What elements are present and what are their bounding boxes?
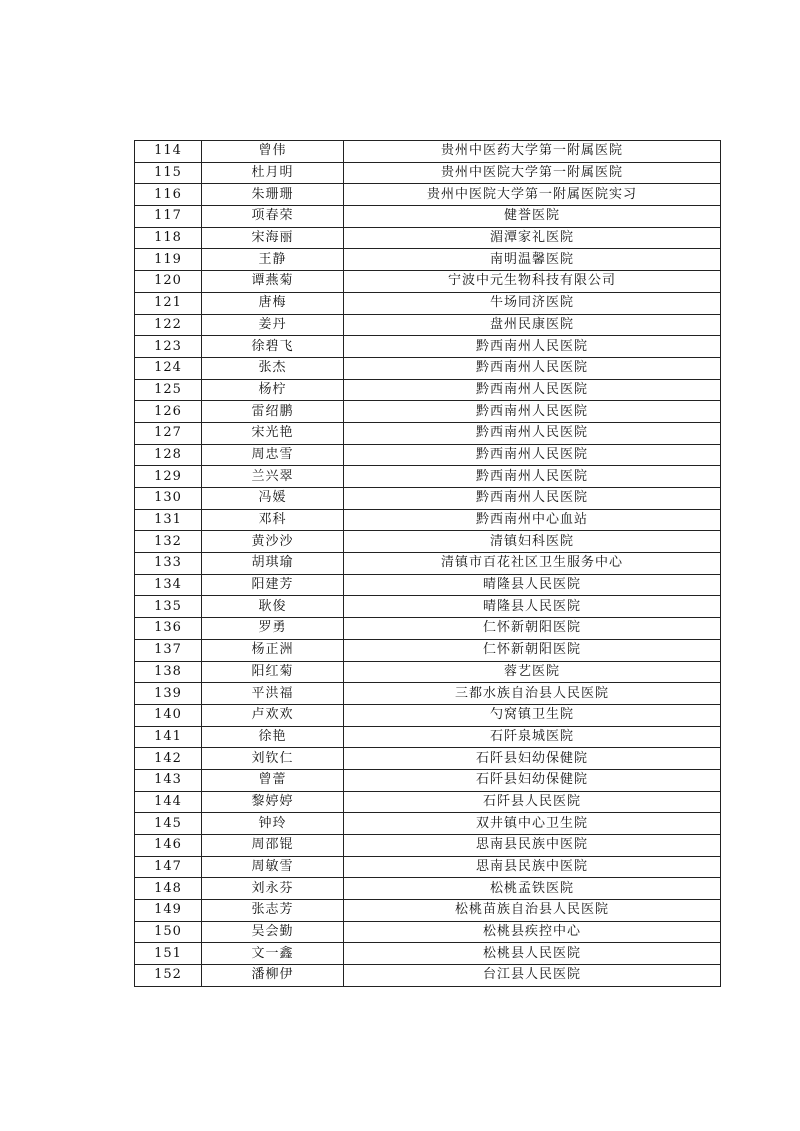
organization-cell: 松桃孟铁医院	[344, 878, 721, 900]
organization-cell: 清镇妇科医院	[344, 531, 721, 553]
table-row	[135, 444, 721, 466]
row-number-cell: 145	[135, 813, 202, 835]
person-name-cell: 刘钦仁	[202, 748, 344, 770]
person-name-cell: 胡琪瑜	[202, 553, 344, 575]
person-name-cell: 徐碧飞	[202, 336, 344, 358]
row-number-cell: 135	[135, 596, 202, 618]
table-row	[135, 227, 721, 249]
organization-cell: 仁怀新朝阳医院	[344, 639, 721, 661]
row-number-cell: 141	[135, 726, 202, 748]
row-number-cell: 126	[135, 401, 202, 423]
organization-cell: 三都水族自治县人民医院	[344, 683, 721, 705]
organization-cell: 松桃县人民医院	[344, 943, 721, 965]
row-number-cell: 123	[135, 336, 202, 358]
person-name-cell: 周邵锟	[202, 835, 344, 857]
organization-cell: 晴隆县人民医院	[344, 596, 721, 618]
row-number-cell: 115	[135, 162, 202, 184]
row-number-cell: 143	[135, 769, 202, 791]
table-row	[135, 835, 721, 857]
person-name-cell: 姜丹	[202, 314, 344, 336]
organization-cell: 台江县人民医院	[344, 965, 721, 987]
table-row	[135, 422, 721, 444]
person-name-cell: 周敏雪	[202, 856, 344, 878]
organization-cell: 湄潭家礼医院	[344, 227, 721, 249]
table-row	[135, 531, 721, 553]
person-name-cell: 卢欢欢	[202, 704, 344, 726]
table-row	[135, 357, 721, 379]
table-row	[135, 249, 721, 271]
person-name-cell: 项春荣	[202, 206, 344, 228]
organization-cell: 石阡县妇幼保健院	[344, 748, 721, 770]
organization-cell: 贵州中医院大学第一附属医院实习	[344, 184, 721, 206]
organization-cell: 清镇市百花社区卫生服务中心	[344, 553, 721, 575]
row-number-cell: 150	[135, 921, 202, 943]
row-number-cell: 149	[135, 900, 202, 922]
table-row	[135, 618, 721, 640]
row-number-cell: 122	[135, 314, 202, 336]
organization-cell: 牛场同济医院	[344, 292, 721, 314]
person-name-cell: 吴会勤	[202, 921, 344, 943]
row-number-cell: 132	[135, 531, 202, 553]
row-number-cell: 116	[135, 184, 202, 206]
row-number-cell: 129	[135, 466, 202, 488]
person-name-cell: 杨柠	[202, 379, 344, 401]
person-name-cell: 钟玲	[202, 813, 344, 835]
organization-cell: 黔西南州人民医院	[344, 357, 721, 379]
person-name-cell: 徐艳	[202, 726, 344, 748]
organization-cell: 思南县民族中医院	[344, 835, 721, 857]
person-name-cell: 张杰	[202, 357, 344, 379]
row-number-cell: 152	[135, 965, 202, 987]
person-name-cell: 周忠雪	[202, 444, 344, 466]
table-row	[135, 726, 721, 748]
organization-cell: 黔西南州人民医院	[344, 379, 721, 401]
row-number-cell: 134	[135, 574, 202, 596]
person-name-cell: 朱珊珊	[202, 184, 344, 206]
row-number-cell: 147	[135, 856, 202, 878]
person-name-cell: 文一鑫	[202, 943, 344, 965]
row-number-cell: 136	[135, 618, 202, 640]
organization-cell: 松桃县疾控中心	[344, 921, 721, 943]
roster-table-body	[135, 141, 721, 987]
row-number-cell: 133	[135, 553, 202, 575]
person-name-cell: 邓科	[202, 509, 344, 531]
person-name-cell: 耿俊	[202, 596, 344, 618]
organization-cell: 黔西南州人民医院	[344, 336, 721, 358]
organization-cell: 勺窝镇卫生院	[344, 704, 721, 726]
organization-cell: 仁怀新朝阳医院	[344, 618, 721, 640]
table-row	[135, 791, 721, 813]
row-number-cell: 140	[135, 704, 202, 726]
table-row	[135, 683, 721, 705]
row-number-cell: 121	[135, 292, 202, 314]
table-row	[135, 878, 721, 900]
organization-cell: 贵州中医药大学第一附属医院	[344, 141, 721, 163]
person-name-cell: 阳建芳	[202, 574, 344, 596]
person-name-cell: 谭燕菊	[202, 271, 344, 293]
table-row	[135, 769, 721, 791]
organization-cell: 贵州中医院大学第一附属医院	[344, 162, 721, 184]
row-number-cell: 120	[135, 271, 202, 293]
person-name-cell: 潘柳伊	[202, 965, 344, 987]
row-number-cell: 127	[135, 422, 202, 444]
table-row	[135, 943, 721, 965]
table-row	[135, 921, 721, 943]
organization-cell: 蓉艺医院	[344, 661, 721, 683]
organization-cell: 石阡县人民医院	[344, 791, 721, 813]
person-name-cell: 宋海丽	[202, 227, 344, 249]
table-row	[135, 466, 721, 488]
person-name-cell: 杨正洲	[202, 639, 344, 661]
organization-cell: 黔西南州人民医院	[344, 444, 721, 466]
row-number-cell: 114	[135, 141, 202, 163]
organization-cell: 宁波中元生物科技有限公司	[344, 271, 721, 293]
organization-cell: 健誉医院	[344, 206, 721, 228]
row-number-cell: 124	[135, 357, 202, 379]
table-row	[135, 856, 721, 878]
table-row	[135, 314, 721, 336]
table-row	[135, 574, 721, 596]
person-name-cell: 雷绍鹏	[202, 401, 344, 423]
organization-cell: 黔西南州人民医院	[344, 401, 721, 423]
row-number-cell: 128	[135, 444, 202, 466]
organization-cell: 晴隆县人民医院	[344, 574, 721, 596]
person-name-cell: 王静	[202, 249, 344, 271]
organization-cell: 双井镇中心卫生院	[344, 813, 721, 835]
person-name-cell: 黎婷婷	[202, 791, 344, 813]
table-row	[135, 813, 721, 835]
person-name-cell: 杜月明	[202, 162, 344, 184]
organization-cell: 黔西南州人民医院	[344, 488, 721, 510]
person-name-cell: 罗勇	[202, 618, 344, 640]
organization-cell: 盘州民康医院	[344, 314, 721, 336]
table-row	[135, 162, 721, 184]
row-number-cell: 137	[135, 639, 202, 661]
table-row	[135, 336, 721, 358]
person-name-cell: 刘永芬	[202, 878, 344, 900]
row-number-cell: 117	[135, 206, 202, 228]
row-number-cell: 148	[135, 878, 202, 900]
organization-cell: 石阡泉城医院	[344, 726, 721, 748]
person-name-cell: 唐梅	[202, 292, 344, 314]
person-name-cell: 张志芳	[202, 900, 344, 922]
row-number-cell: 119	[135, 249, 202, 271]
table-row	[135, 488, 721, 510]
person-name-cell: 曾伟	[202, 141, 344, 163]
row-number-cell: 139	[135, 683, 202, 705]
row-number-cell: 125	[135, 379, 202, 401]
table-row	[135, 639, 721, 661]
table-row	[135, 271, 721, 293]
person-name-cell: 兰兴翠	[202, 466, 344, 488]
table-row	[135, 184, 721, 206]
organization-cell: 黔西南州人民医院	[344, 466, 721, 488]
row-number-cell: 138	[135, 661, 202, 683]
table-row	[135, 748, 721, 770]
row-number-cell: 142	[135, 748, 202, 770]
organization-cell: 南明温馨医院	[344, 249, 721, 271]
row-number-cell: 151	[135, 943, 202, 965]
organization-cell: 石阡县妇幼保健院	[344, 769, 721, 791]
roster-table	[134, 140, 721, 987]
table-row	[135, 141, 721, 163]
person-name-cell: 阳红菊	[202, 661, 344, 683]
row-number-cell: 144	[135, 791, 202, 813]
table-row	[135, 401, 721, 423]
person-name-cell: 曾蕾	[202, 769, 344, 791]
organization-cell: 思南县民族中医院	[344, 856, 721, 878]
person-name-cell: 平洪福	[202, 683, 344, 705]
person-name-cell: 冯媛	[202, 488, 344, 510]
table-row	[135, 704, 721, 726]
table-row	[135, 596, 721, 618]
table-row	[135, 965, 721, 987]
table-row	[135, 900, 721, 922]
person-name-cell: 黄沙沙	[202, 531, 344, 553]
row-number-cell: 131	[135, 509, 202, 531]
table-row	[135, 661, 721, 683]
person-name-cell: 宋光艳	[202, 422, 344, 444]
table-row	[135, 379, 721, 401]
organization-cell: 黔西南州人民医院	[344, 422, 721, 444]
row-number-cell: 118	[135, 227, 202, 249]
organization-cell: 黔西南州中心血站	[344, 509, 721, 531]
organization-cell: 松桃苗族自治县人民医院	[344, 900, 721, 922]
table-row	[135, 206, 721, 228]
table-row	[135, 509, 721, 531]
table-row	[135, 553, 721, 575]
row-number-cell: 130	[135, 488, 202, 510]
table-row	[135, 292, 721, 314]
row-number-cell: 146	[135, 835, 202, 857]
